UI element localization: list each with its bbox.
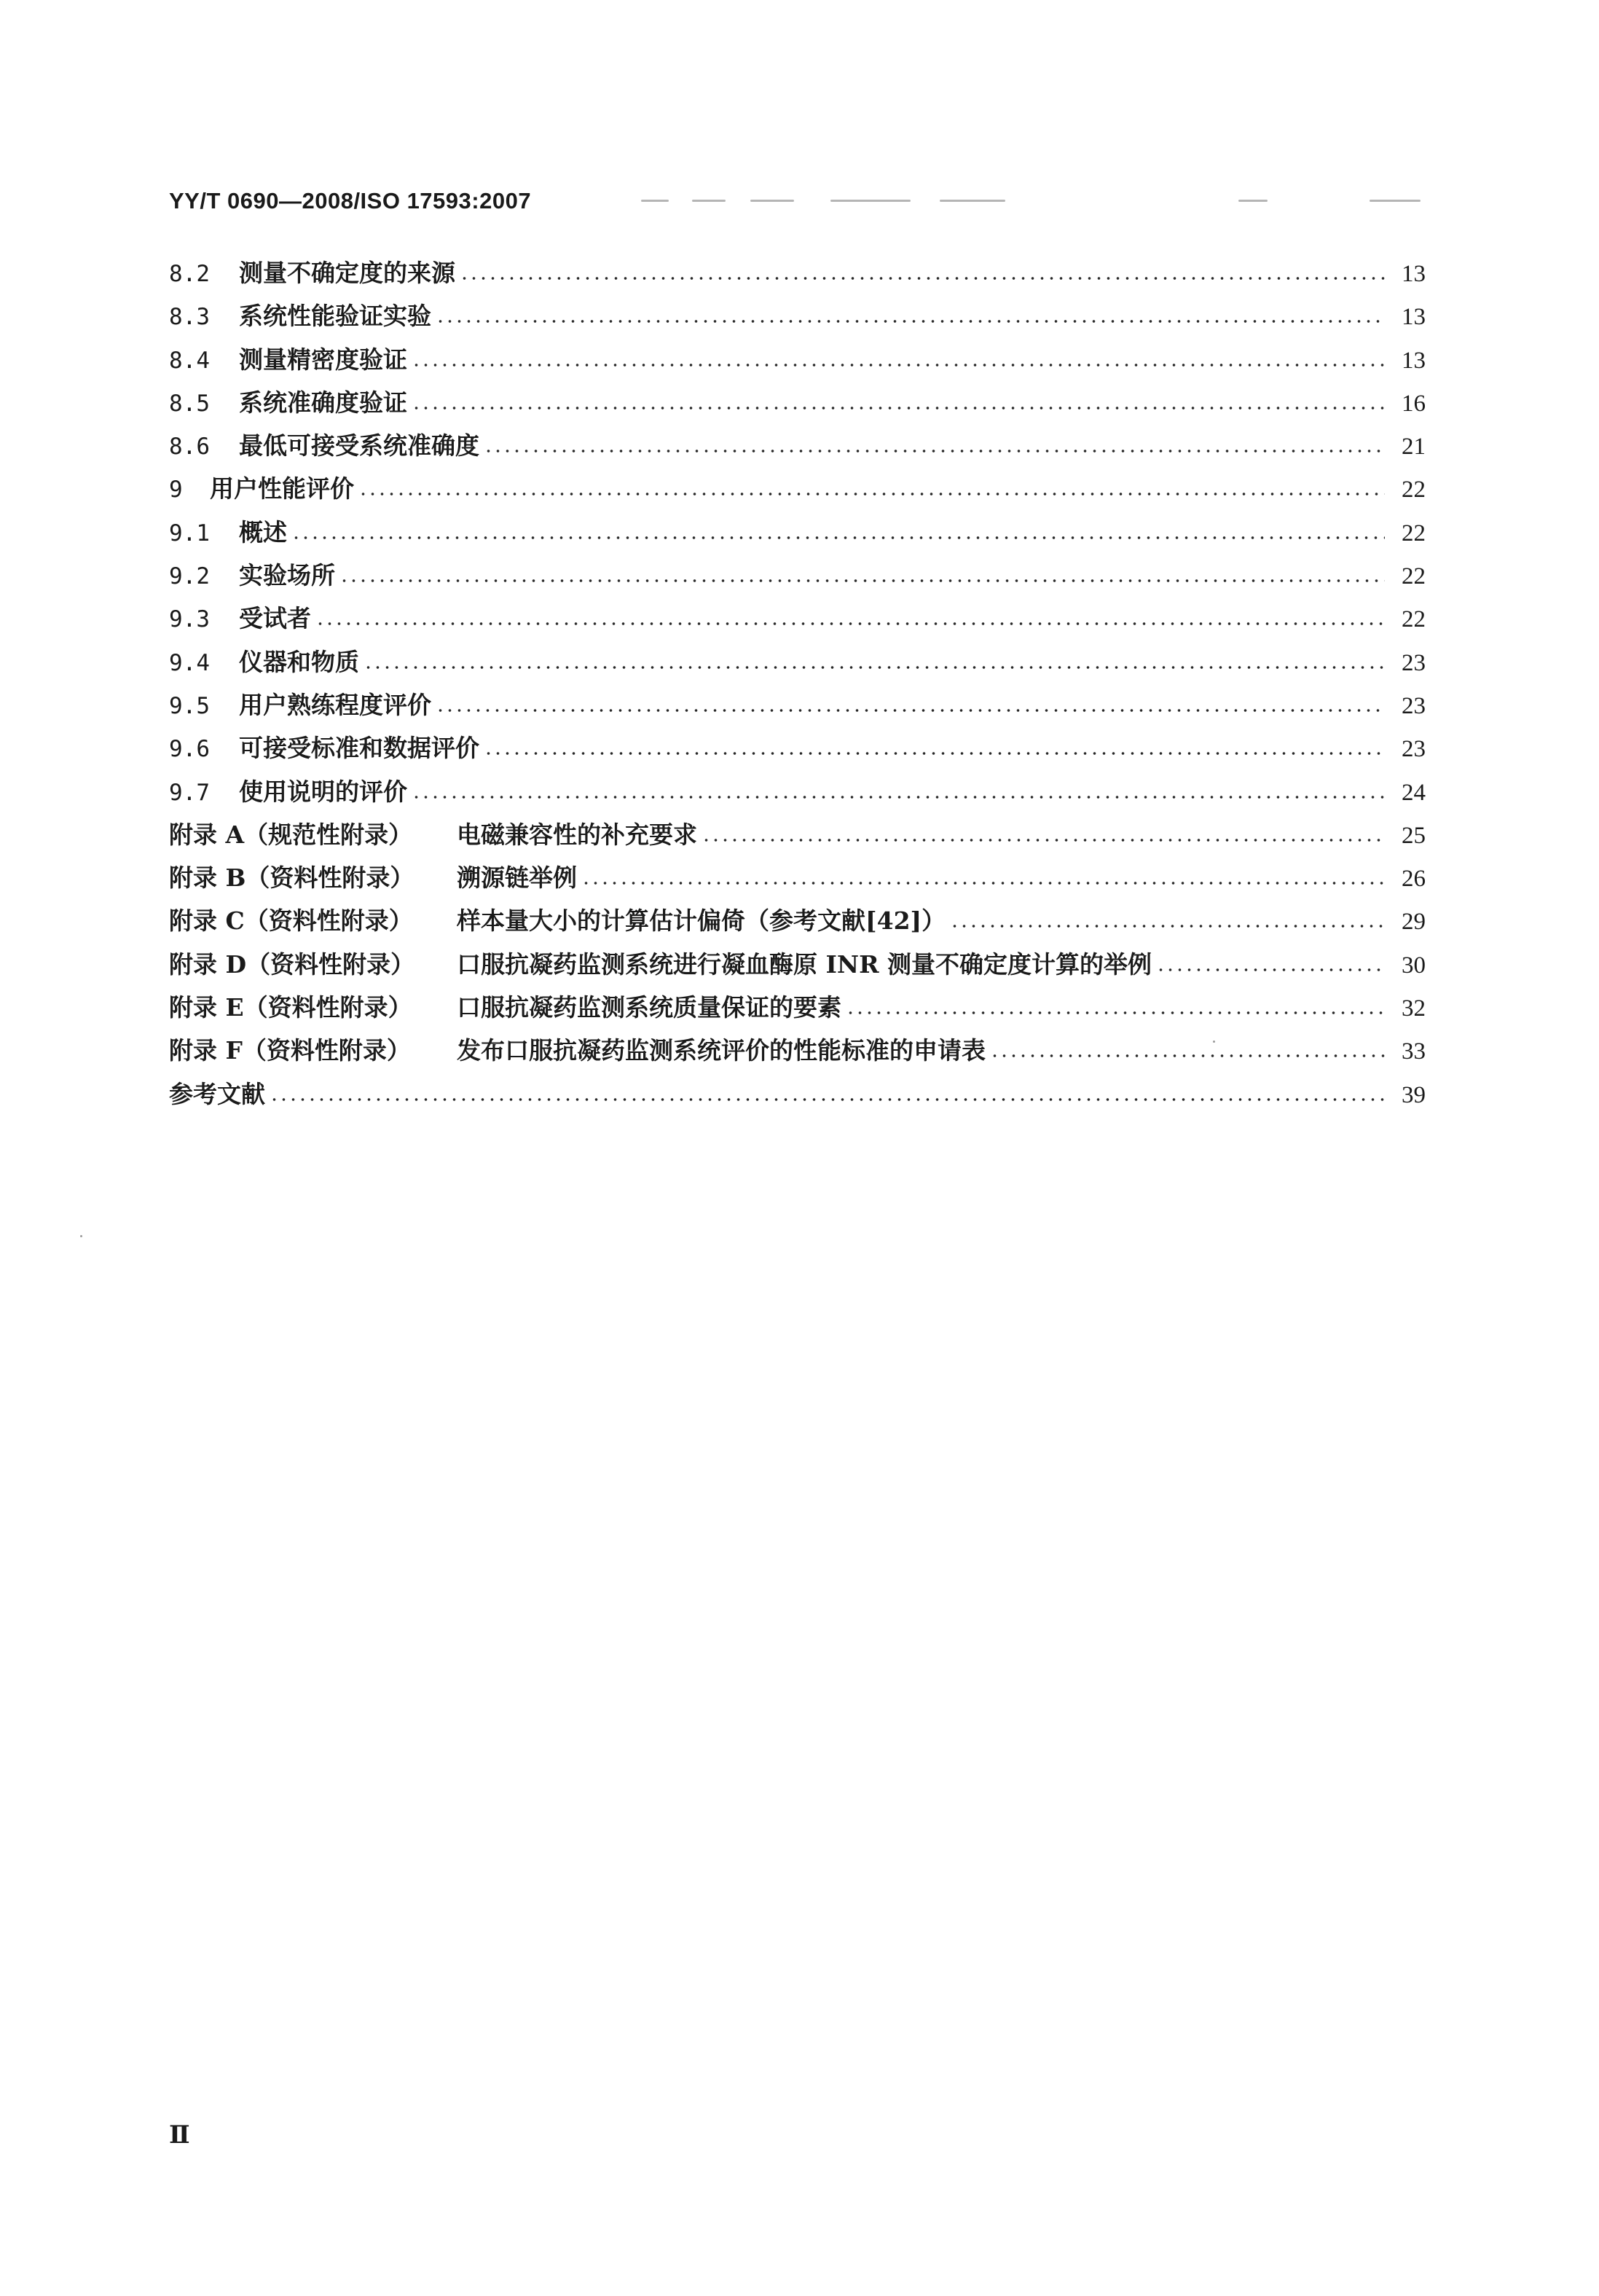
toc-entry[interactable] (169, 302, 1426, 345)
toc-entry-title: 系统准确度验证 (239, 388, 407, 417)
dot-leader (484, 734, 1385, 756)
toc-entry-number: 9 (169, 477, 183, 504)
table-of-contents (169, 259, 1426, 1123)
scan-artifact (641, 195, 1428, 210)
dot-leader (358, 475, 1385, 497)
dot-leader (412, 778, 1385, 800)
toc-entry-page: 13 (1402, 304, 1426, 331)
toc-annex-entry[interactable] (169, 820, 1426, 863)
dot-leader (436, 302, 1385, 324)
toc-entry-title: 受试者 (239, 604, 311, 633)
annex-title: 电磁兼容性的补充要求 (457, 820, 697, 849)
toc-entry[interactable] (169, 691, 1426, 734)
annex-page: 32 (1402, 995, 1426, 1022)
dot-leader (581, 864, 1385, 886)
toc-entry-number: 9.5 (169, 692, 210, 719)
toc-entry-page: 23 (1402, 736, 1426, 763)
annex-prefix: 附录 B（资料性附录） (169, 863, 415, 893)
annex-page: 33 (1402, 1038, 1426, 1065)
scan-speck (80, 1235, 82, 1237)
toc-entry-number: 9.3 (169, 606, 210, 633)
toc-entry-page: 21 (1402, 434, 1426, 461)
toc-entry-number: 8.6 (169, 434, 210, 461)
dot-leader (339, 562, 1385, 584)
references-page: 39 (1402, 1081, 1426, 1108)
annex-title: 口服抗凝药监测系统进行凝血酶原 INR 测量不确定度计算的举例 (457, 949, 1152, 979)
toc-entry-title: 用户熟练程度评价 (239, 690, 431, 719)
annex-prefix: 附录 D（资料性附录） (169, 949, 415, 979)
toc-entry-page: 24 (1402, 779, 1426, 806)
toc-entry[interactable] (169, 388, 1426, 431)
dot-leader (950, 907, 1385, 929)
dot-leader (412, 346, 1385, 368)
dot-leader (291, 519, 1385, 541)
annex-page: 25 (1402, 822, 1426, 849)
annex-title: 溯源链举例 (457, 863, 577, 893)
toc-entry-number: 9.4 (169, 649, 210, 676)
toc-references-entry[interactable] (169, 1080, 1426, 1123)
dot-leader (702, 821, 1385, 843)
toc-entry-page: 23 (1402, 692, 1426, 719)
annex-prefix: 附录 F（资料性附录） (169, 1036, 411, 1065)
toc-entry-number: 8.3 (169, 304, 210, 331)
toc-entry-title: 最低可接受系统准确度 (239, 431, 479, 461)
toc-entry[interactable] (169, 561, 1426, 604)
dot-leader (484, 432, 1385, 454)
dot-leader (412, 389, 1385, 411)
toc-annex-entry[interactable] (169, 950, 1426, 993)
toc-entry-title: 可接受标准和数据评价 (239, 734, 479, 763)
toc-entry-title: 测量不确定度的来源 (239, 259, 455, 287)
toc-entry-number: 9.7 (169, 779, 210, 806)
dot-leader (460, 259, 1385, 281)
toc-entry-title: 系统性能验证实验 (239, 302, 431, 331)
toc-entry-title: 测量精密度验证 (239, 345, 407, 374)
toc-annex-entry[interactable] (169, 906, 1426, 949)
toc-entry-title: 实验场所 (239, 561, 335, 590)
annex-prefix: 附录 A（规范性附录） (169, 820, 413, 849)
toc-entry[interactable] (169, 474, 1426, 517)
toc-entry-number: 9.6 (169, 736, 210, 763)
dot-leader (270, 1081, 1385, 1102)
annex-page: 29 (1402, 909, 1426, 936)
toc-annex-entry[interactable] (169, 993, 1426, 1036)
toc-entry-page: 22 (1402, 606, 1426, 633)
toc-entry-page: 23 (1402, 649, 1426, 676)
dot-leader (990, 1037, 1385, 1059)
annex-title: 发布口服抗凝药监测系统评价的性能标准的申请表 (457, 1036, 986, 1065)
toc-entry-page: 22 (1402, 520, 1426, 546)
toc-entry-title: 用户性能评价 (210, 474, 354, 504)
toc-entry[interactable] (169, 345, 1426, 388)
toc-entry-number: 8.5 (169, 390, 210, 417)
toc-entry-page: 22 (1402, 477, 1426, 504)
toc-entry-title: 使用说明的评价 (239, 777, 407, 806)
dot-leader (436, 691, 1385, 713)
dot-leader (846, 994, 1385, 1016)
toc-entry[interactable] (169, 734, 1426, 777)
toc-entry-page: 13 (1402, 261, 1426, 287)
annex-prefix: 附录 C（资料性附录） (169, 906, 413, 936)
annex-prefix: 附录 E（资料性附录） (169, 993, 412, 1022)
toc-entry-number: 8.4 (169, 347, 210, 374)
toc-entry[interactable] (169, 259, 1426, 302)
annex-title: 样本量大小的计算估计偏倚（参考文献[42]） (457, 906, 946, 936)
dot-leader (315, 605, 1385, 627)
toc-entry-page: 22 (1402, 563, 1426, 590)
toc-entry-title: 概述 (239, 517, 287, 546)
toc-entry[interactable] (169, 777, 1426, 820)
dot-leader (364, 649, 1385, 670)
toc-entry[interactable] (169, 648, 1426, 691)
scan-speck (1213, 1041, 1215, 1043)
toc-entry-page: 16 (1402, 390, 1426, 417)
toc-annex-entry[interactable] (169, 863, 1426, 906)
toc-entry-number: 8.2 (169, 261, 210, 287)
toc-entry-number: 9.2 (169, 563, 210, 590)
toc-entry-page: 13 (1402, 347, 1426, 374)
toc-entry-title: 仪器和物质 (239, 647, 359, 676)
toc-entry[interactable] (169, 431, 1426, 474)
annex-page: 30 (1402, 952, 1426, 979)
references-title: 参考文献 (169, 1079, 265, 1108)
dot-leader (1156, 951, 1385, 973)
annex-page: 26 (1402, 866, 1426, 893)
toc-annex-entry[interactable] (169, 1036, 1426, 1079)
toc-entry[interactable] (169, 604, 1426, 647)
standard-code-header: YY/T 0690—2008/ISO 17593:2007 (169, 188, 532, 213)
toc-entry[interactable] (169, 518, 1426, 561)
annex-title: 口服抗凝药监测系统质量保证的要素 (457, 993, 841, 1022)
toc-entry-number: 9.1 (169, 520, 210, 546)
page-number: Ⅱ (169, 2122, 190, 2149)
